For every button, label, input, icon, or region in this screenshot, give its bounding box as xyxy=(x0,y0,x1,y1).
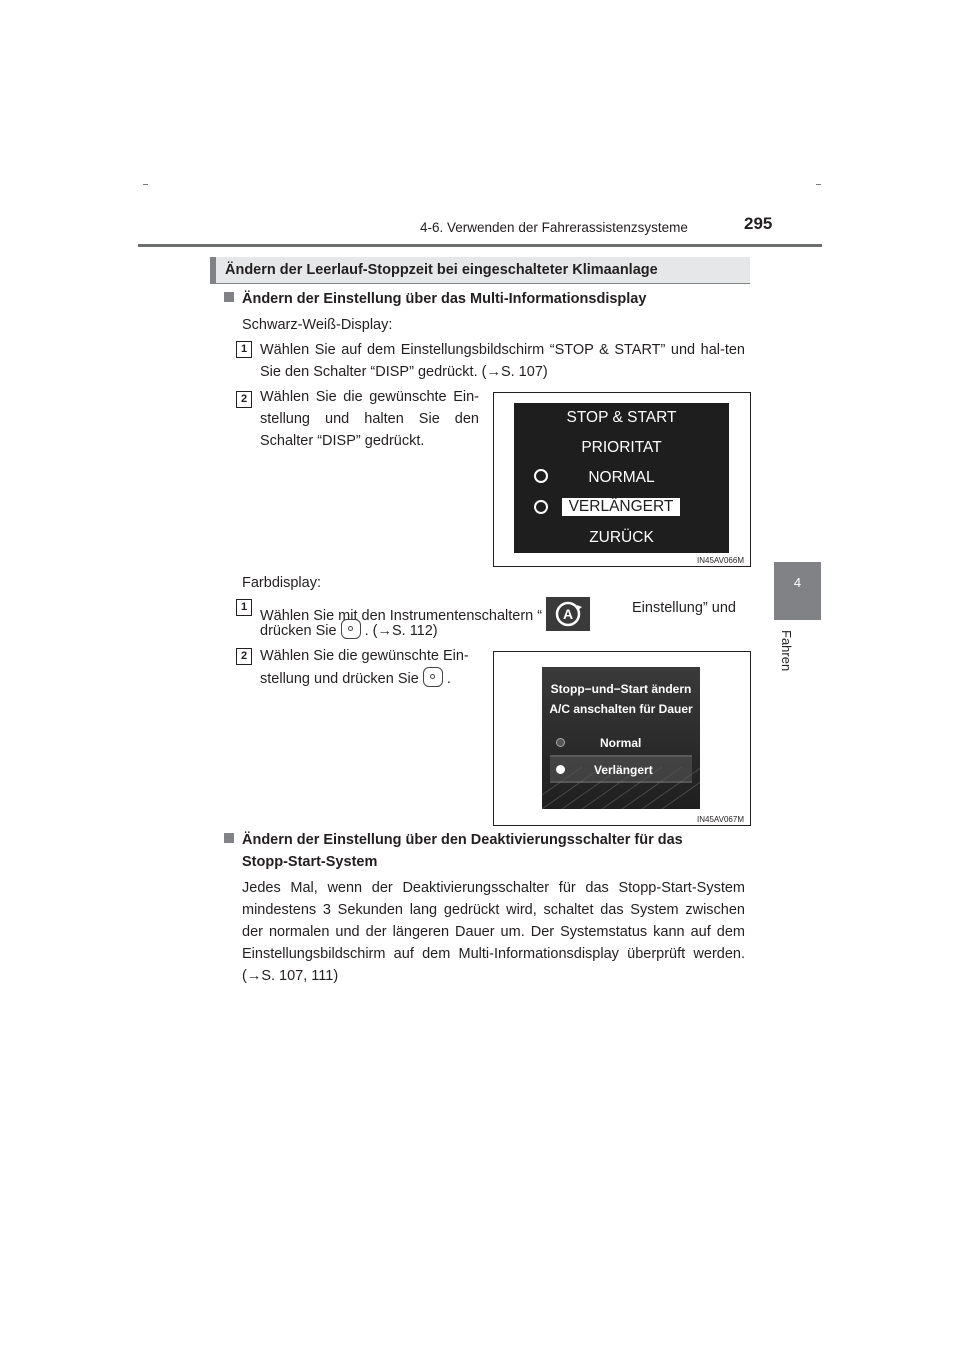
chapter-tab xyxy=(774,562,821,620)
image-code: IN45AV066M xyxy=(697,556,744,565)
screen-title-line2: A/C anschalten für Dauer xyxy=(549,702,693,716)
deactivation-paragraph: Jedes Mal, wenn der Deaktivierungsschalter für das Stopp-Start-System mindestens 3 Sekunden lang gedrückt wird, schaltet das System zwischen der normalen und der längeren Dauer um. Der Systemstatus kann auf dem Einstellungsbildschirm auf dem Multi-Informationsdisplay überprüft werden. (→S. 107, 111) xyxy=(242,880,745,984)
bw-display-label: Schwarz-Weiß-Display: xyxy=(242,317,393,333)
square-bullet-icon xyxy=(224,833,234,843)
screen-line: PRIORITAT xyxy=(581,439,662,456)
image-code: IN45AV067M xyxy=(697,815,744,824)
enter-button-icon xyxy=(423,667,443,687)
section-heading-underline xyxy=(210,283,750,284)
enter-button-icon xyxy=(341,619,361,639)
subheading-text-line2: Stopp-Start-System xyxy=(242,854,378,870)
crop-mark xyxy=(143,184,148,185)
color-step2-text: Wählen Sie die gewünschte Ein- stellung und drücken Sie . xyxy=(260,648,469,687)
gear-icon xyxy=(534,500,548,514)
chapter-number: 4 xyxy=(793,575,802,590)
radio-icon-unselected xyxy=(556,738,565,747)
gear-icon xyxy=(534,469,548,483)
option-normal: NORMAL xyxy=(588,469,655,486)
auto-stop-start-icon xyxy=(546,597,590,631)
running-header-section: 4-6. Verwenden der Fahrerassistenzsysteme xyxy=(420,220,688,235)
option-normal: Normal xyxy=(600,736,642,750)
screen-title-line1: Stopp−und−Start ändern xyxy=(550,682,692,696)
page-number: 295 xyxy=(744,214,773,233)
subheading-deactivation-switch xyxy=(224,829,745,851)
header-rule xyxy=(138,244,822,247)
bw-display-screen xyxy=(514,403,729,553)
step-text: Wählen Sie mit den Instrumentenschaltern “ xyxy=(260,608,543,624)
option-verlaengert-selected: VERLÄNGERT xyxy=(562,498,680,516)
step-number: 2 xyxy=(236,648,252,665)
color-step1-line2: drücken Sie . (→S. 112) xyxy=(260,619,438,642)
square-bullet-icon xyxy=(224,292,234,302)
crop-mark xyxy=(816,184,821,185)
color-display-screen xyxy=(542,667,700,809)
bw-step1-text: Wählen Sie auf dem Einstellungsbildschirm “STOP & START” und hal-ten Sie den Schalter “DISP” gedrückt. (→S. 107) xyxy=(260,342,745,380)
radio-icon-selected xyxy=(556,765,565,774)
step-number: 1 xyxy=(236,599,252,616)
subheading-text: Ändern der Einstellung über das Multi-Informationsdisplay xyxy=(242,291,647,307)
section-title: Ändern der Leerlauf-Stoppzeit bei eingeschalteter Klimaanlage xyxy=(225,262,658,278)
color-step1-right: Einstellung” und xyxy=(632,600,736,616)
subheading-multi-info xyxy=(224,288,646,310)
svg-text:A: A xyxy=(563,606,574,622)
option-verlaengert: Verlängert xyxy=(594,763,653,777)
color-display-label: Farbdisplay: xyxy=(242,575,321,591)
step-number: 1 xyxy=(236,341,252,358)
section-heading-accent xyxy=(210,257,216,283)
subheading-text: Ändern der Einstellung über den Deaktivierungsschalter für das xyxy=(242,832,683,848)
screen-line-back: ZURÜCK xyxy=(589,529,654,546)
step-number: 2 xyxy=(236,391,252,408)
chapter-label: Fahren xyxy=(779,630,794,672)
bw-step2-text: Wählen Sie die gewünschte Ein-stellung und halten Sie den Schalter “DISP” gedrückt. xyxy=(260,389,479,449)
screen-title: STOP & START xyxy=(566,409,677,426)
step-text-tail: . (→S. 112) xyxy=(364,623,438,639)
